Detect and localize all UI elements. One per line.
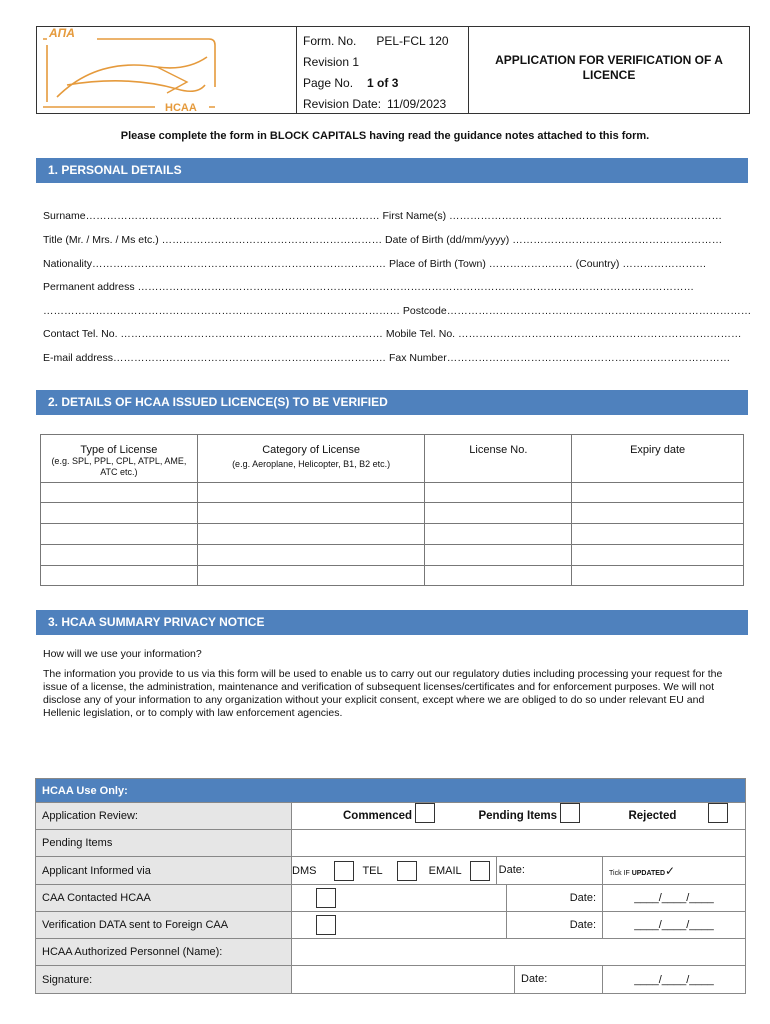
verification-sent-checkbox[interactable] — [316, 915, 336, 935]
nationality-field[interactable]: Nationality………………………………………………………………………… Place of Birth (Town) …………………… (Country) …………………… — [43, 258, 707, 270]
tick-updated[interactable]: Tick IF UPDATED✓ — [603, 857, 746, 885]
signature-label: Signature: — [36, 966, 292, 994]
revision-date-label: Revision Date: — [303, 97, 382, 111]
applicant-informed-label: Applicant Informed via — [36, 857, 292, 885]
signature-date-label: Date: — [514, 966, 602, 993]
form-no-value: PEL-FCL 120 — [376, 34, 449, 48]
caa-contacted-label: CAA Contacted HCAA — [36, 885, 292, 912]
verification-sent-label: Verification DATA sent to Foreign CAA — [36, 912, 292, 939]
page-value: 1 of 3 — [367, 76, 399, 90]
col-license-no: License No. — [425, 435, 572, 483]
logo-text-bottom: HCAA — [165, 102, 197, 113]
pending-items-label: Pending Items — [36, 830, 292, 857]
surname-field[interactable]: Surname………………………………………………………………………… First Name(s) …………………………………………………………………… — [43, 210, 723, 222]
signature-date-field[interactable]: ____/____/____ — [603, 966, 746, 994]
section3-heading: 3. HCAA SUMMARY PRIVACY NOTICE — [36, 610, 748, 635]
commenced-checkbox[interactable] — [415, 803, 435, 823]
table-row[interactable] — [41, 503, 744, 524]
authorized-personnel-label: HCAA Authorized Personnel (Name): — [36, 939, 292, 966]
verification-date-field[interactable]: ____/____/____ — [603, 912, 746, 939]
tick-mark-icon: ✓ — [665, 863, 676, 878]
pending-option-label: Pending Items — [478, 810, 558, 823]
signature-field[interactable] — [292, 966, 603, 994]
email-field[interactable]: E-mail address…………………………………………………………………… Fax Number……………………………………………………………………… — [43, 352, 731, 364]
revision: Revision 1 — [303, 55, 360, 69]
dms-label: DMS — [292, 864, 317, 877]
address-field[interactable]: Permanent address …………………………………………………………………………………………………………………………………………… — [43, 281, 695, 293]
revision-date-value: 11/09/2023 — [387, 97, 447, 111]
rejected-checkbox[interactable] — [708, 803, 728, 823]
col-type: Type of License (e.g. SPL, PPL, CPL, ATPL, AME, ATC etc.) — [41, 435, 198, 483]
caa-contacted-cell — [292, 885, 507, 912]
hcaa-use-table — [35, 778, 746, 994]
form-title: APPLICATION FOR VERIFICATION OF A LICENCE — [495, 53, 723, 82]
caa-date-field[interactable]: ____/____/____ — [603, 885, 746, 912]
title-dob-field[interactable]: Title (Mr. / Mrs. / Ms etc.) ……………………………………………………… Date of Birth (dd/mm/yyyy) …………………………………………………… — [43, 234, 723, 246]
informed-via-options — [292, 857, 603, 885]
authorized-personnel-field[interactable] — [292, 939, 746, 966]
form-header — [36, 26, 750, 114]
form-meta — [297, 27, 469, 113]
verification-date-label: Date: — [507, 912, 603, 939]
table-row[interactable] — [41, 524, 744, 545]
email-label: EMAIL — [428, 864, 462, 877]
rejected-label: Rejected — [628, 810, 677, 823]
col-category: Category of License (e.g. Aeroplane, Helicopter, B1, B2 etc.) — [197, 435, 425, 483]
commenced-label: Commenced — [343, 810, 413, 823]
table-row[interactable] — [41, 566, 744, 586]
informed-date-label: Date: — [496, 857, 525, 884]
instructions: Please complete the form in BLOCK CAPITALS having read the guidance notes attached to this form. — [120, 130, 650, 142]
pending-items-field[interactable] — [292, 830, 746, 857]
review-options — [292, 803, 746, 830]
postcode-field[interactable]: ………………………………………………………………………………………… Postcode…………………………………………………………………………… — [43, 305, 752, 317]
email-checkbox[interactable] — [470, 861, 490, 881]
pending-checkbox[interactable] — [560, 803, 580, 823]
license-table — [40, 434, 744, 586]
section2-heading: 2. DETAILS OF HCAA ISSUED LICENCE(S) TO BE VERIFIED — [36, 390, 748, 415]
logo-text-top: ΑΠΑ — [49, 27, 75, 40]
form-no-label: Form. No. — [303, 34, 357, 48]
caa-contacted-checkbox[interactable] — [316, 888, 336, 908]
privacy-question: How will we use your information? — [43, 648, 202, 660]
verification-sent-cell — [292, 912, 507, 939]
page-label: Page No. — [303, 76, 354, 90]
tel-checkbox[interactable] — [397, 861, 417, 881]
use-only-heading: HCAA Use Only: — [36, 779, 746, 803]
tel-label: TEL — [362, 864, 383, 877]
contact-field[interactable]: Contact Tel. No. ………………………………………………………………… Mobile Tel. No. ……………………………………………………………………… — [43, 328, 742, 340]
table-row[interactable] — [41, 545, 744, 566]
table-row[interactable] — [41, 483, 744, 503]
hcaa-logo — [37, 27, 297, 113]
col-expiry: Expiry date — [572, 435, 744, 483]
caa-date-label: Date: — [507, 885, 603, 912]
privacy-body: The information you provide to us via this form will be used to enable us to carry out our regulatory duties including processing your request for the issue of a license, the administration, maintenance and verification of subsequent licenses/certificates and for enforcement purposes. We will not disclose any of your information to any organization without your explicit consent, except where we are obliged to do so under relevant EU and Hellenic legislation, or to comply with law enforcement agencies. — [43, 668, 723, 719]
application-review-label: Application Review: — [36, 803, 292, 830]
dms-checkbox[interactable] — [334, 861, 354, 881]
section1-heading: 1. PERSONAL DETAILS — [36, 158, 748, 183]
